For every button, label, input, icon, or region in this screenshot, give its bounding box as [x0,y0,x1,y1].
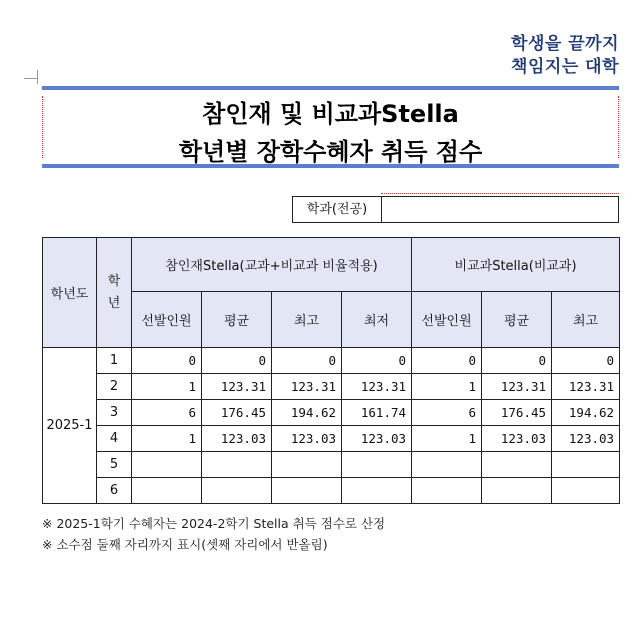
value-cell: 176.45 [482,400,552,426]
value-cell: 123.31 [202,374,272,400]
value-cell: 0 [132,348,202,374]
header-group-charminjae: 참인재Stella(교과+비교과 비율적용) [132,238,412,292]
value-cell: 0 [202,348,272,374]
department-label: 학과(전공) [293,197,382,222]
value-cell [412,452,482,478]
value-cell [202,452,272,478]
grade-cell: 3 [97,400,132,426]
table-row [43,478,620,504]
value-cell [482,452,552,478]
value-cell: 161.74 [342,400,412,426]
value-cell: 0 [342,348,412,374]
footnote-2: ※ 소수점 둘째 자리까지 표시(셋째 자리에서 반올림) [42,537,328,552]
value-cell [412,478,482,504]
value-cell [132,452,202,478]
university-slogan [511,33,619,79]
title-box [42,86,619,168]
value-cell: 123.31 [482,374,552,400]
scholarship-score-table [42,237,620,504]
header-max: 최고 [272,292,342,348]
title-line-2: 학년별 장학수혜자 취득 점수 [178,138,483,166]
grade-cell: 1 [97,348,132,374]
grade-cell: 2 [97,374,132,400]
crop-mark-horizontal [24,78,38,79]
crop-mark-vertical [37,70,38,84]
header-selected-count: 선발인원 [132,292,202,348]
slogan-line-2: 책임지는 대학 [511,57,619,77]
value-cell: 0 [272,348,342,374]
header-year: 학년도 [43,238,97,348]
value-cell: 0 [552,348,620,374]
value-cell: 1 [132,426,202,452]
value-cell [552,452,620,478]
table-row [43,452,620,478]
value-cell: 123.03 [202,426,272,452]
value-cell: 123.03 [552,426,620,452]
header-max-2: 최고 [552,292,620,348]
value-cell: 123.31 [272,374,342,400]
department-field [292,196,619,223]
footnote-1: ※ 2025-1학기 수혜자는 2024-2학기 Stella 취득 점수로 산정 [42,516,386,531]
value-cell [342,452,412,478]
value-cell: 1 [412,426,482,452]
value-cell: 123.03 [482,426,552,452]
grade-cell: 4 [97,426,132,452]
value-cell: 1 [412,374,482,400]
value-cell: 0 [482,348,552,374]
slogan-line-1: 학생을 끝까지 [511,34,619,54]
department-value[interactable] [382,197,618,222]
value-cell [342,478,412,504]
value-cell: 123.31 [342,374,412,400]
value-cell: 194.62 [552,400,620,426]
header-min: 최저 [342,292,412,348]
value-cell: 6 [412,400,482,426]
table-row [43,374,620,400]
header-average-2: 평균 [482,292,552,348]
footnotes [42,513,385,555]
value-cell: 123.03 [342,426,412,452]
value-cell [552,478,620,504]
table-row [43,400,620,426]
value-cell [202,478,272,504]
value-cell: 123.03 [272,426,342,452]
year-cell: 2025-1 [43,348,97,504]
grade-cell: 5 [97,452,132,478]
value-cell: 0 [412,348,482,374]
dept-guide-line [381,193,619,194]
header-group-bigyogwa: 비교과Stella(비교과) [412,238,620,292]
value-cell: 123.31 [552,374,620,400]
title-line-1: 참인재 및 비교과Stella [202,100,459,128]
grade-cell: 6 [97,478,132,504]
header-average: 평균 [202,292,272,348]
table-row [43,426,620,452]
table-row [43,348,620,374]
value-cell: 6 [132,400,202,426]
value-cell [272,478,342,504]
value-cell: 176.45 [202,400,272,426]
value-cell [132,478,202,504]
header-grade: 학 년 [97,238,132,348]
value-cell: 1 [132,374,202,400]
value-cell [482,478,552,504]
value-cell [272,452,342,478]
header-row-group [43,238,620,292]
header-selected-count-2: 선발인원 [412,292,482,348]
value-cell: 194.62 [272,400,342,426]
